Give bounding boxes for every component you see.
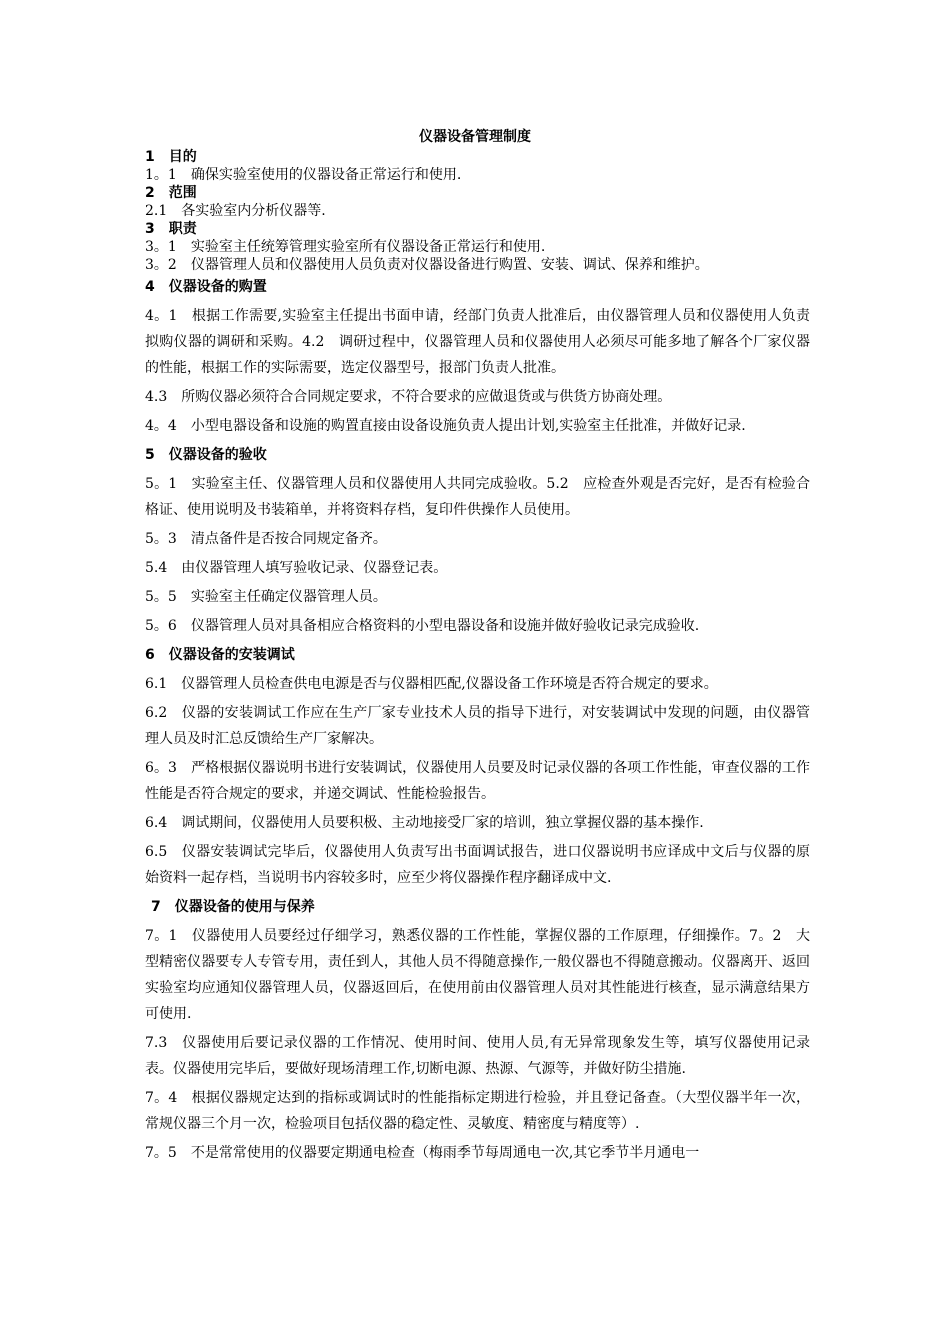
paragraph: 6.5 仪器安装调试完毕后，仪器使用人负责写出书面调试报告，进口仪器说明书应译成中文后与仪器的原始资料一起存档，当说明书内容较多时，应至少将仪器操作程序翻译成中文.: [145, 844, 810, 886]
paragraph: 3。1 实验室主任统筹管理实验室所有仪器设备正常运行和使用.: [145, 239, 546, 255]
paragraph: 5。1 实验室主任、仪器管理人员和仪器使用人共同完成验收。5.2 应检查外观是否完好，是否有检验合格证、使用说明及书装箱单，并将资料存档，复印件供操作人员使用。: [145, 476, 810, 518]
paragraph: 4。1 根据工作需要,实验室主任提出书面申请，经部门负责人批准后，由仪器管理人员和仪器使用人负责拟购仪器的调研和采购。4.2 调研过程中，仪器管理人员和仪器使用人必须尽可能多地了解各个厂家仪器的性能，根据工作的实际需要，选定仪器型号，报部门负责人批准。: [145, 308, 810, 376]
paragraph: 2.1 各实验室内分析仪器等.: [145, 203, 326, 219]
paragraph: 7。4 根据仪器规定达到的指标或调试时的性能指标定期进行检验，并且登记备查。（大型仪器半年一次，常规仪器三个月一次，检验项目包括仪器的稳定性、灵敏度、精密度与精度等）.: [145, 1090, 810, 1132]
paragraph: 5。3 清点备件是否按合同规定备齐。: [145, 531, 387, 547]
section-heading-2: 2 范围: [145, 185, 197, 201]
document-title: 仪器设备管理制度: [419, 129, 531, 145]
paragraph: 5。5 实验室主任确定仪器管理人员。: [145, 589, 387, 605]
section-heading-6: 6 仪器设备的安装调试: [145, 647, 295, 663]
paragraph: 5。6 仪器管理人员对具备相应合格资料的小型电器设备和设施并做好验收记录完成验收.: [145, 618, 700, 634]
section-heading-4: 4 仪器设备的购置: [145, 279, 267, 295]
paragraph: 7.3 仪器使用后要记录仪器的工作情况、使用时间、使用人员,有无异常现象发生等，填写仪器使用记录表。仪器使用完毕后，要做好现场清理工作,切断电源、热源、气源等，并做好防尘措施.: [145, 1035, 810, 1077]
section-heading-7: 7 仪器设备的使用与保养: [151, 899, 315, 915]
section-heading-3: 3 职责: [145, 221, 197, 237]
paragraph: 7。1 仪器使用人员要经过仔细学习，熟悉仪器的工作性能，掌握仪器的工作原理，仔细操作。7。2 大型精密仪器要专人专管专用，责任到人，其他人员不得随意操作,一般仪器也不得随意搬动。仪器离开、返回实验室均应通知仪器管理人员，仪器返回后，在使用前由仪器管理人员对其性能进行核查，显示满意结果方可使用.: [145, 928, 810, 1022]
paragraph: 7。5 不是常常使用的仪器要定期通电检查（梅雨季节每周通电一次,其它季节半月通电一: [145, 1145, 700, 1161]
paragraph: 6。3 严格根据仪器说明书进行安装调试，仪器使用人员要及时记录仪器的各项工作性能，审查仪器的工作性能是否符合规定的要求，并递交调试、性能检验报告。: [145, 760, 810, 802]
section-heading-1: 1 目的: [145, 149, 197, 165]
paragraph: 3。2 仪器管理人员和仪器使用人员负责对仪器设备进行购置、安装、调试、保养和维护。: [145, 257, 709, 273]
document-body: [145, 148, 810, 1169]
paragraph: 6.2 仪器的安装调试工作应在生产厂家专业技术人员的指导下进行，对安装调试中发现的问题，由仪器管理人员及时汇总反馈给生产厂家解决。: [145, 705, 810, 747]
paragraph: 5.4 由仪器管理人填写验收记录、仪器登记表。: [145, 560, 448, 576]
paragraph: 6.1 仪器管理人员检查供电电源是否与仪器相匹配,仪器设备工作环境是否符合规定的要求。: [145, 676, 718, 692]
paragraph: 4。4 小型电器设备和设施的购置直接由设备设施负责人提出计划,实验室主任批准，并做好记录.: [145, 418, 746, 434]
paragraph: 6.4 调试期间，仪器使用人员要积极、主动地接受厂家的培训，独立掌握仪器的基本操作.: [145, 815, 704, 831]
paragraph: 4.3 所购仪器必须符合合同规定要求，不符合要求的应做退货或与供货方协商处理。: [145, 389, 672, 405]
section-heading-5: 5 仪器设备的验收: [145, 447, 267, 463]
paragraph: 1。1 确保实验室使用的仪器设备正常运行和使用.: [145, 167, 462, 183]
